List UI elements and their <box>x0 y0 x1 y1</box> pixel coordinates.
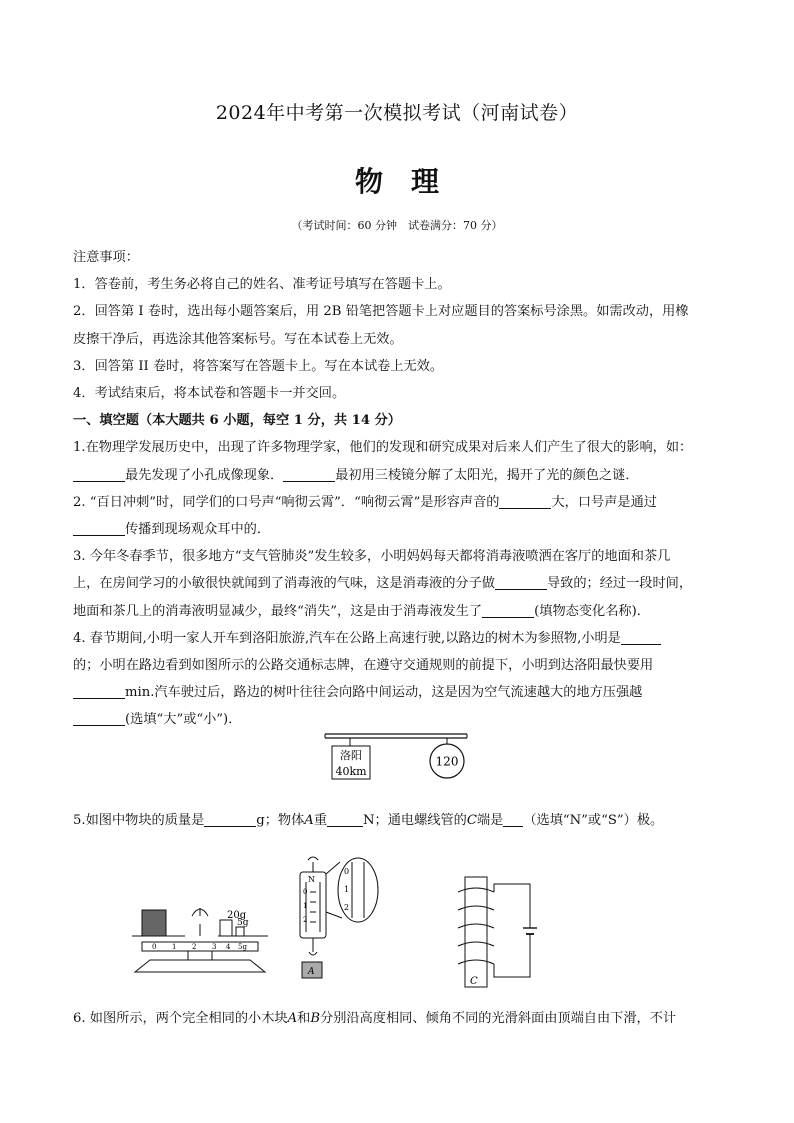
coil-c-label: C <box>470 976 478 987</box>
block-on-pan <box>142 910 166 936</box>
exam-title: 2024年中考第一次模拟考试（河南试卷） <box>215 102 579 124</box>
q5-block <box>73 807 725 834</box>
sign-speed: 120 <box>435 754 459 769</box>
traffic-sign-figure <box>322 730 472 782</box>
section-1-title: 一、填空题（本大题共 6 小题，每空 1 分，共 14 分） <box>73 413 401 429</box>
note-2-cont: 皮擦干净后，再选涂其他答案标号。写在本试卷上无效。 <box>73 331 403 347</box>
note-1: 1．答卷前，考生务必将自己的姓名、准考证号填写在答题卡上。 <box>73 277 451 293</box>
exam-info: （考试时间：60 分钟 试卷满分：70 分） <box>291 219 503 232</box>
sign-city: 洛阳 <box>340 749 362 762</box>
scale-tick-4: 4 <box>226 943 231 951</box>
spring-unit: N <box>308 875 315 884</box>
scale-tick-2: 2 <box>192 943 197 951</box>
q4-blank-1[interactable] <box>621 628 661 645</box>
weight-20g <box>220 920 232 936</box>
q5-blank-3[interactable] <box>503 810 523 827</box>
q3-blank-1[interactable] <box>495 573 547 590</box>
q1-line-1: 1.在物理学发展历史中，出现了许多物理学家，他们的发现和研究成果对后来人们产生了很大的影响，如： <box>73 440 693 456</box>
object-a-label: A <box>308 967 315 977</box>
wire-top <box>494 884 530 928</box>
note-3: 3．回答第 II 卷时，将答案写在答题卡上。写在本试卷上无效。 <box>73 358 444 374</box>
q2-blank-1[interactable] <box>499 492 551 509</box>
zoom-tick-2: 2 <box>344 903 350 912</box>
spring-tick-0: 0 <box>303 888 308 896</box>
q6-line: 6. 如图所示，两个完全相同的小木块A和B分别沿高度相同、倾角不同的光滑斜面由顶端自由下滑，不计 <box>73 1011 677 1026</box>
note-2: 2．回答第 I 卷时，选出每小题答案后，用 2B 铅笔把答题卡上对应题目的答案标号涂黑。如需改动，用橡 <box>73 304 689 320</box>
notes-heading: 注意事项： <box>73 250 139 265</box>
q4-line-1: 4. 春节期间,小明一家人开车到洛阳旅游,汽车在公路上高速行驶,以路边的树木为参照物,小明是 <box>73 625 725 652</box>
zoom-tick-1: 1 <box>344 885 350 894</box>
q1-line-2: 最先发现了小孔成像现象． 最初用三棱镜分解了太阳光，揭开了光的颜色之谜． <box>73 462 725 489</box>
q4-line-3: min.汽车驶过后，路边的树叶往往会向路中间运动，这是因为空气流速越大的地方压强越 <box>73 679 725 706</box>
q3-line-2: 上，在房间学习的小敏很快就闻到了消毒液的气味，这是消毒液的分子做 导致的；经过一段时间， <box>73 570 725 597</box>
q1-blank-2[interactable] <box>283 465 335 482</box>
q3-line-3: 地面和茶几上的消毒液明显减少，最终“消失”，这是由于消毒液发生了 (填物态变化名称)． <box>73 598 725 625</box>
zoom-tick-0: 0 <box>344 867 350 876</box>
scale-tick-1: 1 <box>172 943 177 951</box>
q2-line-2: 传播到现场观众耳中的． <box>73 516 725 543</box>
q2-blank-2[interactable] <box>73 519 125 536</box>
scale-tick-3: 3 <box>212 943 217 951</box>
sign-distance: 40km <box>335 765 367 778</box>
solenoid <box>458 877 537 987</box>
q4-blank-2[interactable] <box>73 682 125 699</box>
q5-blank-2[interactable] <box>327 810 363 827</box>
q4-blank-3[interactable] <box>73 709 125 726</box>
weight-5g <box>236 927 244 936</box>
q5-line: 5.如图中物块的质量是 g；物体A重 N；通电螺线管的C端是 （选填“N”或“S”）极。 <box>73 807 725 834</box>
scale-tick-0: 0 <box>152 943 157 951</box>
q3-blank-2[interactable] <box>482 601 534 618</box>
q5-figure <box>120 852 560 992</box>
q5-blank-1[interactable] <box>204 810 256 827</box>
q4-line-2: 的；小明在路边看到如图所示的公路交通标志牌，在遵守交通规则的前提下，小明到达洛阳最快要用 <box>73 658 654 674</box>
q3-line-1: 3. 今年冬春季节，很多地方“支气管肺炎”发生较多，小明妈妈每天都将消毒液喷洒在客厅的地面和茶几 <box>73 549 671 565</box>
spring-tick-1: 1 <box>303 902 308 910</box>
spring-tick-2: 2 <box>303 916 308 924</box>
q1-blank-1[interactable] <box>73 465 125 482</box>
exam-content <box>73 244 725 734</box>
scale-tick-5: 5g <box>238 943 247 951</box>
q2-line-1: 2. “百日冲刺”时，同学们的口号声“响彻云霄”．“响彻云霄”是形容声音的 大，口号声是通过 <box>73 489 725 516</box>
weight-label-2: 5g <box>237 918 249 928</box>
subject-title: 物理 <box>354 165 467 198</box>
solenoid-core <box>465 877 487 987</box>
weight-label-1: 20g <box>227 910 247 921</box>
note-4: 4．考试结束后，将本试卷和答题卡一并交回。 <box>73 386 346 402</box>
q6-block <box>73 1005 725 1032</box>
balance-base <box>135 960 265 972</box>
wire-bottom <box>494 934 530 977</box>
q4-line-4: (选填“大”或“小”)． <box>73 706 725 733</box>
